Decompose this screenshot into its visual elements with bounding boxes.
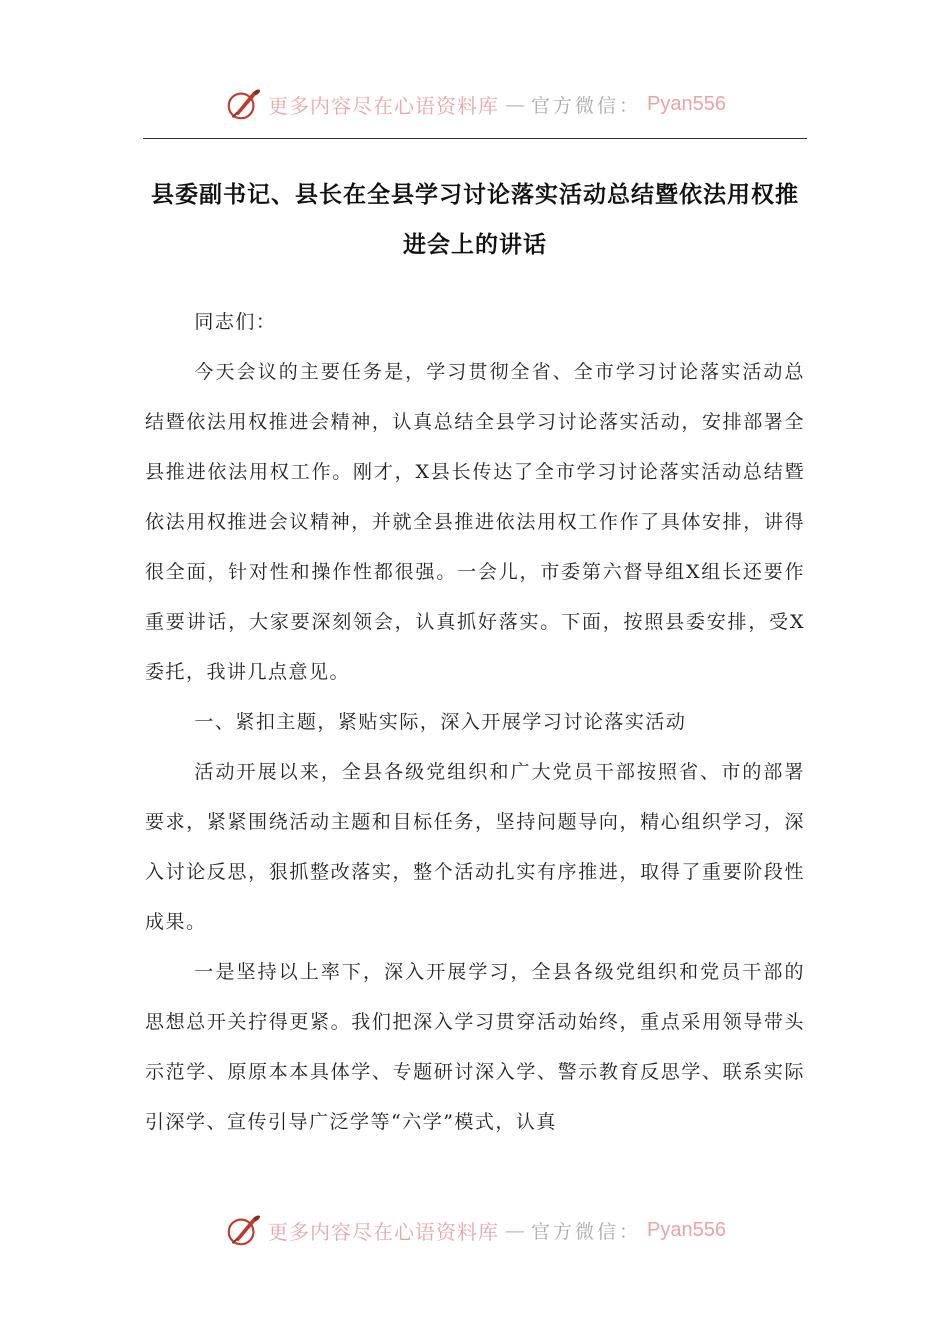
document-body: [145, 297, 805, 1147]
paragraph-salutation: 同志们：: [194, 311, 277, 333]
watermark-wechat-label: 官方微信：: [531, 1220, 642, 1243]
paragraph-intro: 今天会议的主要任务是，学习贯彻全省、全市学习讨论落实活动总结暨依法用权推进会精神，认真总结全县学习讨论落实活动，安排部署全县推进依法用权工作。刚才，X县长传达了全市学习讨论落实活动总结暨依法用权推进会议精神，并就全县推进依法用权工作作了具体安排，讲得很全面，针对性和操作性都很强。一会儿，市委第六督导组X组长还要作重要讲话，大家要深刻领会，认真抓好落实。下面，按照县委安排，受X委托，我讲几点意见。: [145, 361, 805, 683]
watermark-dash: —: [505, 1218, 525, 1242]
section-heading-1: 一、紧扣主题，紧贴实际，深入开展学习讨论落实活动: [194, 711, 687, 733]
watermark-brand-text: 更多内容尽在心语资料库: [268, 93, 499, 118]
watermark-dash: —: [505, 92, 525, 116]
watermark-wechat-label: 官方微信：: [531, 94, 642, 117]
watermark-wechat-id: Pyan556: [647, 1218, 726, 1241]
watermark-brand-text: 更多内容尽在心语资料库: [268, 1219, 499, 1244]
document-title: 县委副书记、县长在全县学习讨论落实活动总结暨依法用权推进会上的讲话: [151, 182, 799, 258]
quill-pen-icon: [224, 85, 262, 123]
footer-watermark: [0, 1208, 950, 1252]
watermark-wechat-id: Pyan556: [647, 92, 726, 115]
header-watermark: [0, 82, 950, 126]
quill-pen-icon: [224, 1211, 262, 1249]
paragraph-section-1: 活动开展以来，全县各级党组织和广大党员干部按照省、市的部署要求，紧紧围绕活动主题和目标任务，坚持问题导向，精心组织学习，深入讨论反思，狠抓整改落实，整个活动扎实有序推进，取得了重要阶段性成果。: [145, 761, 805, 933]
paragraph-point-1: 一是坚持以上率下，深入开展学习，全县各级党组织和党员干部的思想总开关拧得更紧。我们把深入学习贯穿活动始终，重点采用领导带头示范学、原原本本具体学、专题研讨深入学、警示教育反思学、联系实际引深学、宣传引导广泛学等“六学”模式，认真: [145, 961, 805, 1133]
header-divider: [143, 138, 807, 139]
